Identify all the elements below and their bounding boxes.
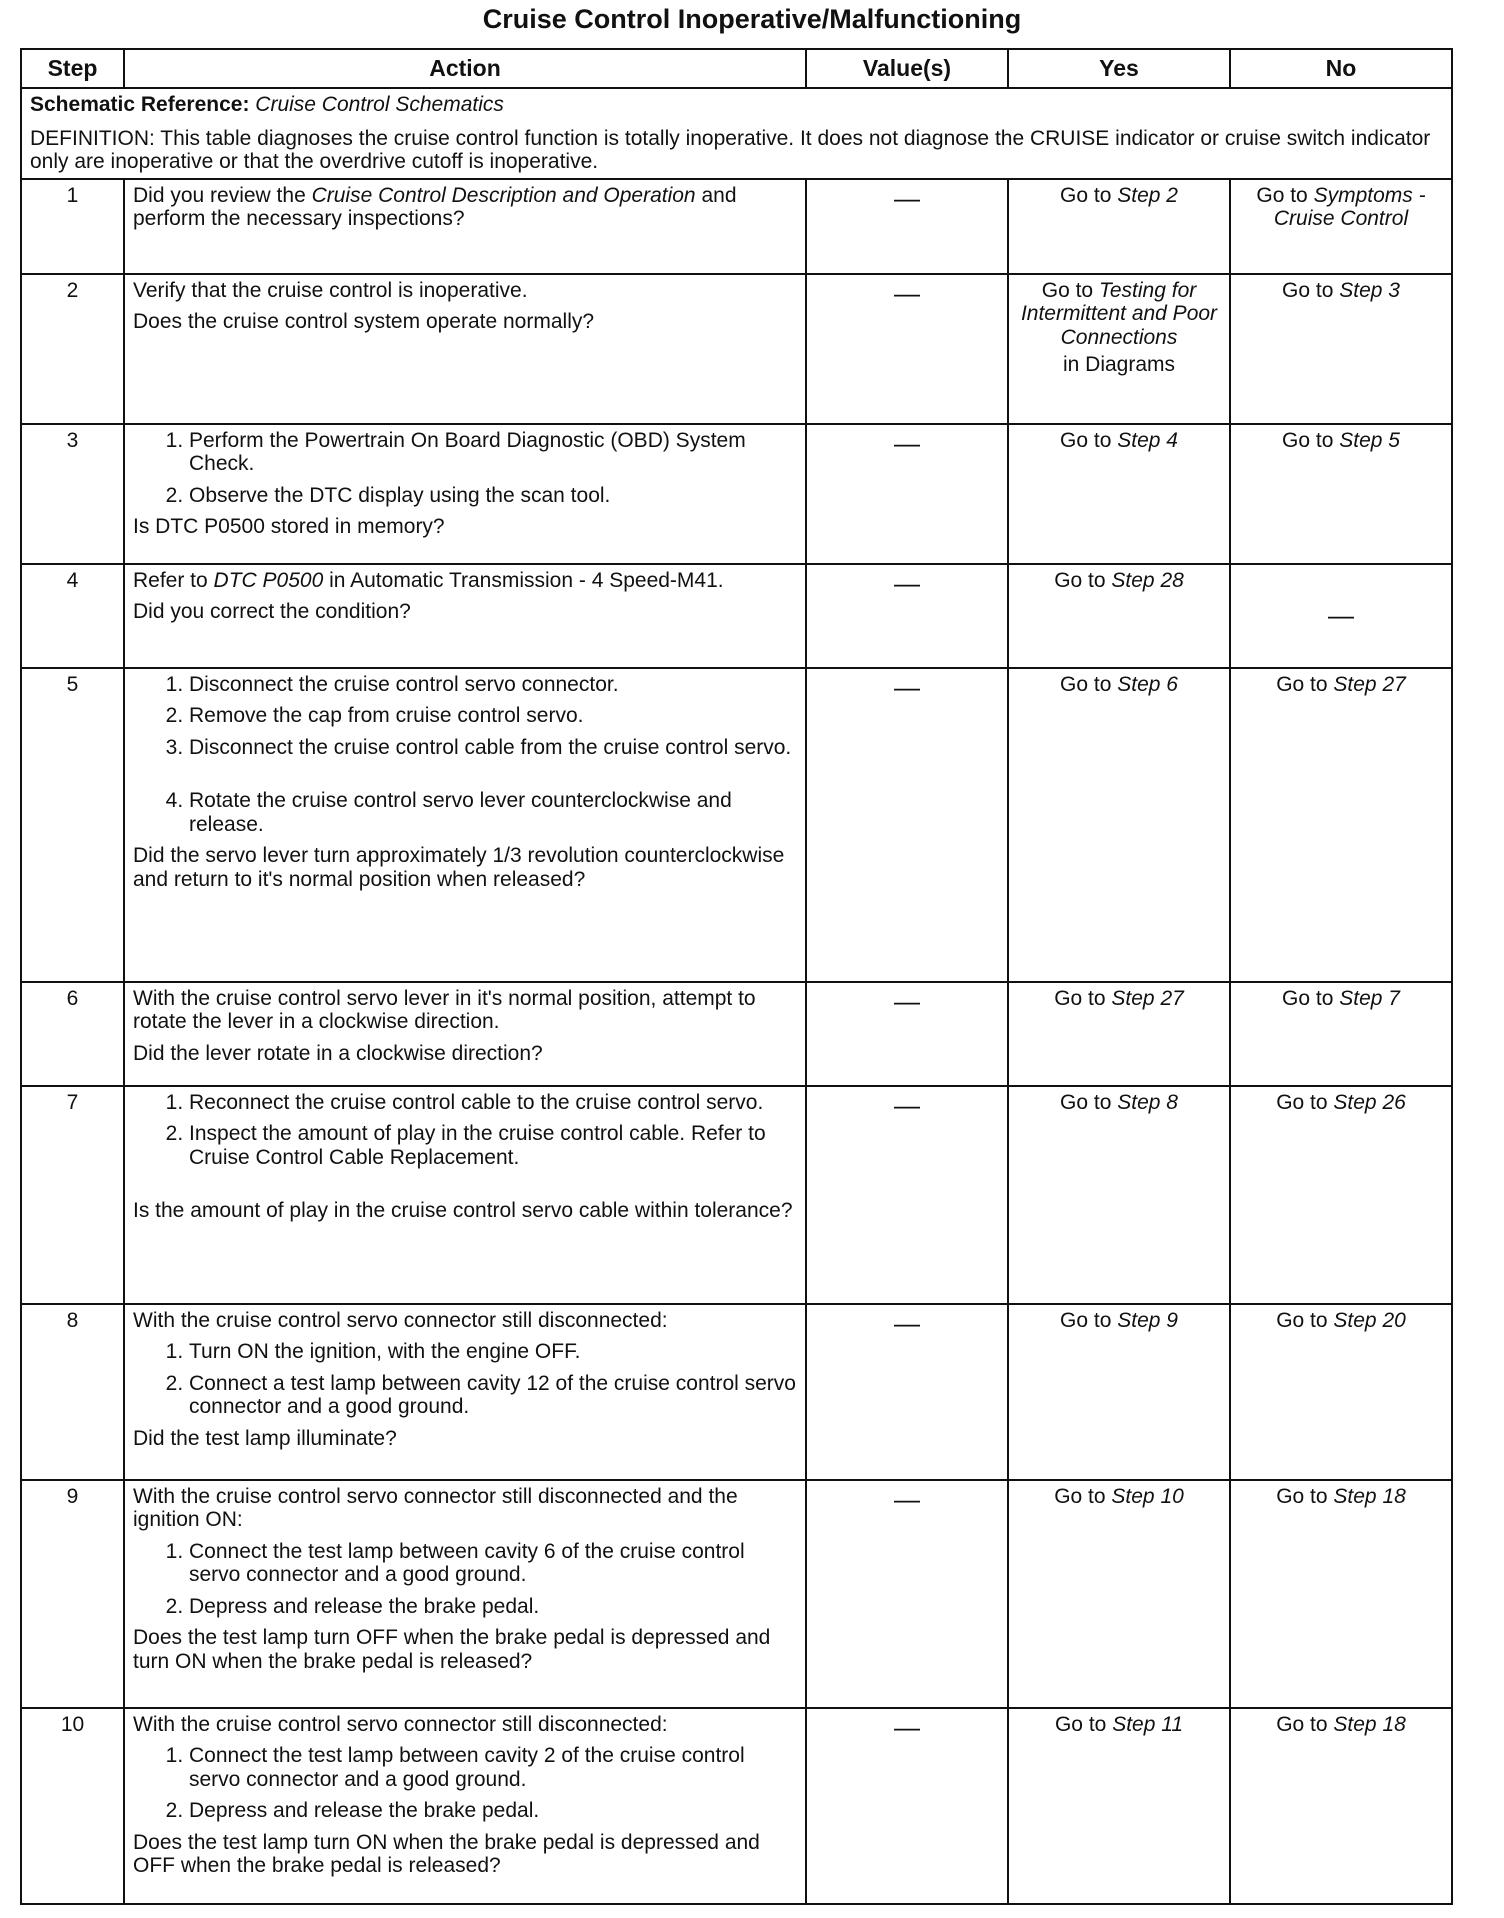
value-cell: — bbox=[806, 982, 1008, 1086]
action-question: Is the amount of play in the cruise control servo cable within tolerance? bbox=[133, 1199, 793, 1223]
action-list bbox=[133, 429, 797, 508]
table-row bbox=[21, 564, 1452, 668]
description-link[interactable]: Cruise Control Description and Operation bbox=[311, 183, 696, 207]
no-cell[interactable] bbox=[1230, 1480, 1452, 1708]
goto-label: Go to bbox=[1060, 183, 1112, 207]
step-number: 3 bbox=[21, 424, 124, 564]
goto-label: Go to bbox=[1276, 1308, 1328, 1332]
goto-label: Go to bbox=[1060, 1308, 1112, 1332]
yes-cell[interactable] bbox=[1008, 1086, 1230, 1304]
value-cell: — bbox=[806, 179, 1008, 274]
yes-step-link[interactable]: Step 28 bbox=[1111, 568, 1184, 592]
no-cell[interactable] bbox=[1230, 982, 1452, 1086]
header-step: Step bbox=[21, 49, 124, 88]
yes-step-link[interactable]: Step 4 bbox=[1117, 428, 1178, 452]
step-number: 8 bbox=[21, 1304, 124, 1480]
action-cell bbox=[124, 179, 806, 274]
goto-label: Go to bbox=[1054, 1712, 1107, 1736]
table-row bbox=[21, 1086, 1452, 1304]
value-cell: — bbox=[806, 1304, 1008, 1480]
no-link[interactable]: Symptoms - Cruise Control bbox=[1273, 183, 1426, 231]
no-step-link[interactable]: Step 3 bbox=[1339, 278, 1400, 302]
step-number: 9 bbox=[21, 1480, 124, 1708]
list-item: 2. Observe the DTC display using the scan tool. bbox=[189, 484, 797, 508]
value-cell: — bbox=[806, 564, 1008, 668]
table-row bbox=[21, 1304, 1452, 1480]
value-cell: — bbox=[806, 274, 1008, 424]
list-item: 1. Connect the test lamp between cavity 2 of the cruise control servo connector and a good ground. bbox=[189, 1744, 797, 1791]
step-number: 5 bbox=[21, 668, 124, 982]
list-item: 2. Connect a test lamp between cavity 12 of the cruise control servo connector and a good ground. bbox=[189, 1372, 797, 1419]
definition-text: DEFINITION: This table diagnoses the cruise control function is totally inoperative. It does not diagnose the CRUISE indicator or cruise switch indicator only are inoperative or that the overdrive cutoff is inoperative. bbox=[30, 126, 1431, 174]
yes-cell[interactable] bbox=[1008, 564, 1230, 668]
goto-label: Go to bbox=[1054, 568, 1106, 592]
action-question: Does the test lamp turn OFF when the brake pedal is depressed and turn ON when the brake pedal is released? bbox=[133, 1626, 771, 1673]
action-cell bbox=[124, 1708, 806, 1904]
header-yes: Yes bbox=[1008, 49, 1230, 88]
action-question: Does the test lamp turn ON when the brake pedal is depressed and OFF when the brake pedal is released? bbox=[133, 1830, 760, 1878]
action-question: Did the test lamp illuminate? bbox=[133, 1426, 397, 1450]
goto-label: Go to bbox=[1282, 986, 1334, 1010]
goto-label: Go to bbox=[1060, 428, 1112, 452]
list-item: 3. Disconnect the cruise control cable from the cruise control servo. bbox=[189, 736, 797, 760]
action-cell bbox=[124, 668, 806, 982]
action-cell bbox=[124, 1304, 806, 1480]
yes-step-link[interactable]: Step 6 bbox=[1117, 672, 1178, 696]
step-number: 6 bbox=[21, 982, 124, 1086]
value-cell: — bbox=[806, 424, 1008, 564]
yes-step-link[interactable]: Step 10 bbox=[1111, 1484, 1184, 1508]
step-number: 10 bbox=[21, 1708, 124, 1904]
action-question: Does the cruise control system operate normally? bbox=[133, 310, 595, 334]
header-action: Action bbox=[124, 49, 806, 88]
list-item: 4. Rotate the cruise control servo lever counterclockwise and release. bbox=[189, 789, 797, 836]
goto-label: Go to bbox=[1282, 278, 1334, 302]
no-step-link[interactable]: Step 5 bbox=[1339, 428, 1400, 452]
table-row bbox=[21, 274, 1452, 424]
yes-step-link[interactable]: Step 8 bbox=[1117, 1090, 1178, 1114]
no-step-link[interactable]: Step 18 bbox=[1333, 1712, 1406, 1736]
value-cell: — bbox=[806, 1480, 1008, 1708]
no-step-link[interactable]: Step 18 bbox=[1333, 1484, 1406, 1508]
value-cell: — bbox=[806, 1708, 1008, 1904]
header-no: No bbox=[1230, 49, 1452, 88]
action-cell bbox=[124, 1086, 806, 1304]
action-text: With the cruise control servo connector still disconnected and the ignition ON: bbox=[133, 1484, 738, 1532]
yes-step-link[interactable]: Step 9 bbox=[1117, 1308, 1178, 1332]
diagnostic-table bbox=[20, 48, 1453, 1905]
goto-label: Go to bbox=[1054, 986, 1106, 1010]
action-list bbox=[133, 1091, 797, 1170]
action-text: Refer to bbox=[133, 568, 214, 592]
goto-label: Go to bbox=[1060, 1090, 1112, 1114]
action-text: in Automatic Transmission - 4 Speed-M41. bbox=[323, 568, 724, 592]
step-number: 7 bbox=[21, 1086, 124, 1304]
goto-label: Go to bbox=[1276, 1090, 1328, 1114]
yes-cell[interactable] bbox=[1008, 1708, 1230, 1904]
yes-step-link[interactable]: Step 2 bbox=[1117, 183, 1178, 207]
no-step-link[interactable]: Step 7 bbox=[1339, 986, 1400, 1010]
action-text: With the cruise control servo lever in it's normal position, attempt to rotate the lever in a clockwise direction. bbox=[133, 986, 756, 1034]
action-list bbox=[133, 1744, 797, 1823]
schematic-reference-link[interactable]: Cruise Control Schematics bbox=[255, 93, 504, 116]
action-question: Did you correct the condition? bbox=[133, 600, 411, 624]
no-step-link[interactable]: Step 26 bbox=[1333, 1090, 1406, 1114]
step-number: 2 bbox=[21, 274, 124, 424]
yes-cell[interactable] bbox=[1008, 982, 1230, 1086]
action-cell bbox=[124, 564, 806, 668]
list-item: 2. Depress and release the brake pedal. bbox=[189, 1799, 797, 1823]
yes-link[interactable]: Testing for Intermittent and Poor Connections bbox=[1020, 278, 1218, 349]
yes-cell[interactable] bbox=[1008, 1304, 1230, 1480]
step-number: 1 bbox=[21, 179, 124, 274]
list-item: 2. Depress and release the brake pedal. bbox=[189, 1595, 797, 1619]
no-cell[interactable] bbox=[1230, 1304, 1452, 1480]
action-text: and perform the necessary inspections? bbox=[133, 183, 737, 231]
list-item: 1. Turn ON the ignition, with the engine OFF. bbox=[189, 1340, 797, 1364]
no-cell[interactable] bbox=[1230, 274, 1452, 424]
action-question: Did the servo lever turn approximately 1/3 revolution counterclockwise and return to it's normal position when released? bbox=[133, 844, 785, 891]
list-item: 1. Perform the Powertrain On Board Diagnostic (OBD) System Check. bbox=[189, 429, 797, 476]
table-row bbox=[21, 982, 1452, 1086]
goto-label: Go to bbox=[1282, 428, 1334, 452]
yes-step-link[interactable]: Step 11 bbox=[1112, 1712, 1184, 1736]
action-cell bbox=[124, 982, 806, 1086]
no-cell[interactable] bbox=[1230, 1086, 1452, 1304]
table-row bbox=[21, 1480, 1452, 1708]
list-item: 2. Remove the cap from cruise control servo. bbox=[189, 704, 797, 728]
step-number: 4 bbox=[21, 564, 124, 668]
yes-cell[interactable] bbox=[1008, 424, 1230, 564]
action-list bbox=[133, 1540, 797, 1619]
no-cell: — bbox=[1230, 564, 1452, 668]
action-question: Is DTC P0500 stored in memory? bbox=[133, 515, 445, 539]
action-text: Verify that the cruise control is inoperative. bbox=[133, 278, 528, 302]
no-cell[interactable] bbox=[1230, 668, 1452, 982]
reference-cell bbox=[21, 88, 1452, 179]
goto-label: Go to bbox=[1276, 1712, 1328, 1736]
no-cell[interactable] bbox=[1230, 424, 1452, 564]
reference-row bbox=[21, 88, 1452, 179]
no-cell[interactable] bbox=[1230, 179, 1452, 274]
action-text: With the cruise control servo connector still disconnected: bbox=[133, 1308, 668, 1332]
action-cell bbox=[124, 274, 806, 424]
schematic-reference-label: Schematic Reference: bbox=[30, 93, 250, 116]
table-row bbox=[21, 668, 1452, 982]
yes-cell[interactable] bbox=[1008, 1480, 1230, 1708]
action-question: Did the lever rotate in a clockwise direction? bbox=[133, 1041, 543, 1065]
action-cell bbox=[124, 424, 806, 564]
yes-cell[interactable] bbox=[1008, 668, 1230, 982]
goto-label: Go to bbox=[1276, 672, 1328, 696]
page-title: Cruise Control Inoperative/Malfunctioning bbox=[482, 4, 1022, 34]
no-cell[interactable] bbox=[1230, 1708, 1452, 1904]
list-item: 2. Inspect the amount of play in the cruise control cable. Refer to Cruise Control Cable Replacement. bbox=[189, 1122, 797, 1169]
action-list bbox=[133, 673, 797, 837]
list-item: 1. Connect the test lamp between cavity 6 of the cruise control servo connector and a good ground. bbox=[189, 1540, 797, 1587]
value-cell: — bbox=[806, 1086, 1008, 1304]
goto-label: Go to bbox=[1276, 1484, 1328, 1508]
list-item: 1. Disconnect the cruise control servo connector. bbox=[189, 673, 797, 697]
yes-tail: in Diagrams bbox=[1062, 353, 1176, 377]
table-row bbox=[21, 424, 1452, 564]
header-values: Value(s) bbox=[806, 49, 1008, 88]
no-step-link[interactable]: Step 27 bbox=[1333, 672, 1406, 696]
table-row bbox=[21, 1708, 1452, 1904]
list-item: 1. Reconnect the cruise control cable to the cruise control servo. bbox=[189, 1091, 797, 1115]
action-text: With the cruise control servo connector still disconnected: bbox=[133, 1712, 668, 1736]
table-row bbox=[21, 179, 1452, 274]
action-list bbox=[133, 1340, 797, 1419]
action-text: Did you review the bbox=[133, 183, 312, 207]
goto-label: Go to bbox=[1060, 672, 1112, 696]
action-cell bbox=[124, 1480, 806, 1708]
goto-label: Go to bbox=[1054, 1484, 1106, 1508]
dtc-link[interactable]: DTC P0500 bbox=[213, 568, 324, 592]
value-cell: — bbox=[806, 668, 1008, 982]
yes-cell[interactable] bbox=[1008, 179, 1230, 274]
header-row bbox=[21, 49, 1452, 88]
goto-label: Go to bbox=[1041, 278, 1094, 302]
yes-step-link[interactable]: Step 27 bbox=[1111, 986, 1184, 1010]
no-step-link[interactable]: Step 20 bbox=[1333, 1308, 1406, 1332]
yes-cell[interactable] bbox=[1008, 274, 1230, 424]
goto-label: Go to bbox=[1256, 183, 1308, 207]
